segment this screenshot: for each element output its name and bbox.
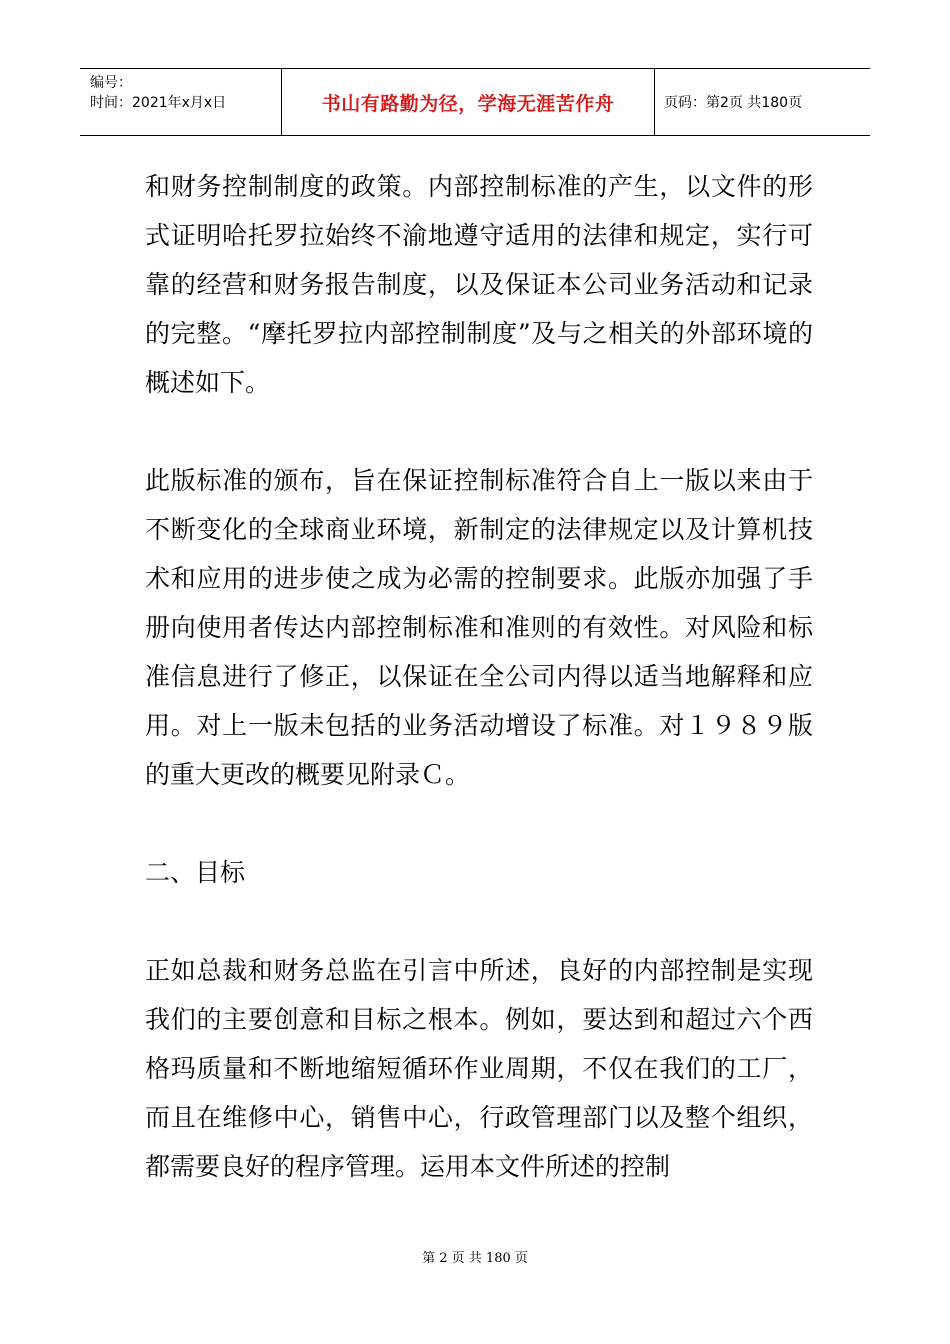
section-heading: 二、目标 bbox=[145, 858, 246, 887]
document-body bbox=[145, 162, 813, 1240]
paragraph: 正如总裁和财务总监在引言中所述，良好的内部控制是实现我们的主要创意和目标之根本。例如，要达到和超过六个西格玛质量和不断地缩短循环作业周期，不仅在我们的工厂，而且在维修中心，销售中心，行政管理部门以及整个组织，都需要良好的程序管理。运用本文件所述的控制 bbox=[145, 956, 813, 1181]
header-motto: 书山有路勤为径，学海无涯苦作舟 bbox=[321, 92, 615, 115]
paragraph: 此版标准的颁布，旨在保证控制标准符合自上一版以来由于不断变化的全球商业环境，新制定的法律规定以及计算机技术和应用的进步使之成为必需的控制要求。此版亦加强了手册向使用者传达内部控制标准和准则的有效性。对风险和标准信息进行了修正，以保证在全公司内得以适当地解释和应用。对上一版未包括的业务活动增设了标准。对１９８９版的重大更改的概要见附录Ｃ。 bbox=[145, 466, 813, 789]
header-divider-right bbox=[654, 69, 655, 135]
paragraph: 和财务控制制度的政策。内部控制标准的产生，以文件的形式证明哈托罗拉始终不渝地遵守适用的法律和规定，实行可靠的经营和财务报告制度，以及保证本公司业务活动和记录的完整。“摩托罗拉内部控制制度”及与之相关的外部环境的概述如下。 bbox=[145, 172, 813, 397]
document-time: 时间：2021年x月x日 bbox=[90, 95, 227, 111]
page-footer: 第 2 页 共 180 页 bbox=[422, 1251, 528, 1266]
header-page-info: 页码：第2页 共180页 bbox=[664, 95, 803, 111]
page-header bbox=[80, 68, 870, 136]
header-meta bbox=[90, 73, 226, 113]
document-number: 编号： bbox=[90, 75, 132, 91]
